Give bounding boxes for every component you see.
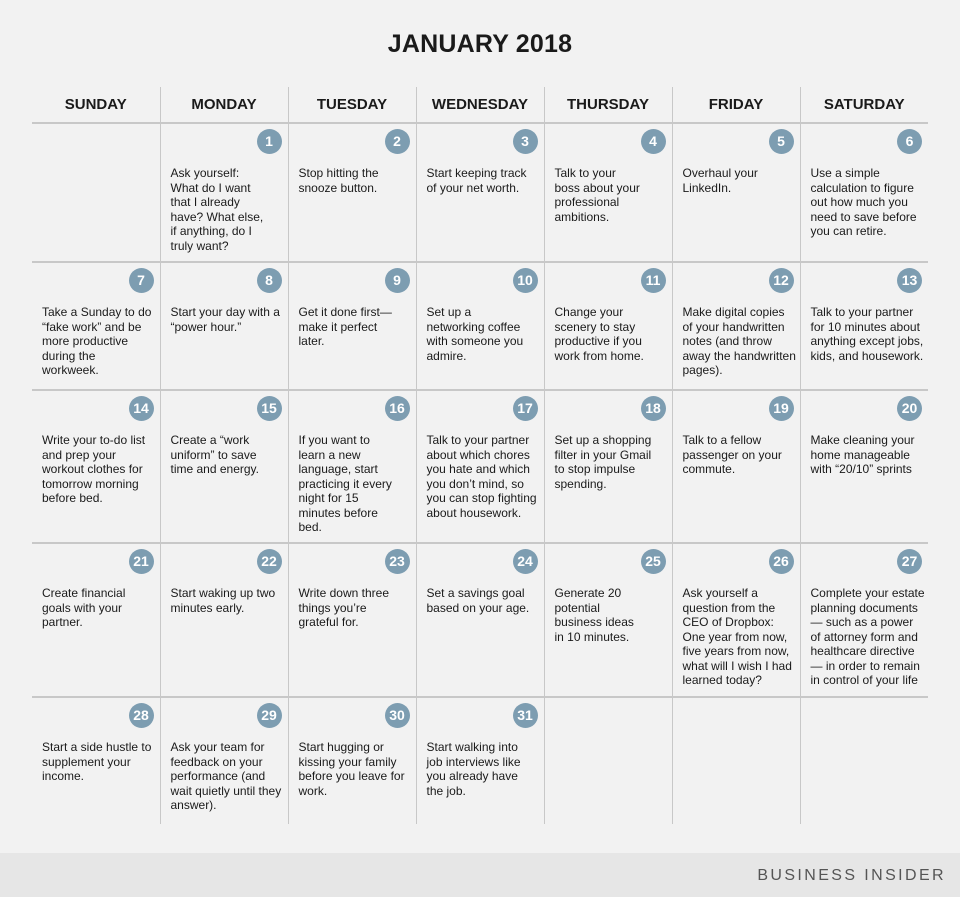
day-tip: Write down three things you’re grateful for. [298, 586, 389, 629]
day-tip: Complete your estate planning documents— such as a power of attorney form and healthcare directive— in order to remain in control of your life [810, 586, 925, 687]
week-row [32, 697, 928, 824]
day-tip: Make cleaning your home manageable with “20/10” sprints [810, 433, 915, 476]
day-number-badge: 25 [641, 549, 666, 574]
calendar-grid [32, 87, 928, 824]
day-cell [544, 262, 672, 390]
week-row [32, 543, 928, 697]
day-tip: Talk to your partner for 10 minutes about anything except jobs, kids, and housework. [810, 305, 924, 363]
weekday-thursday: THURSDAY [544, 87, 672, 123]
day-tip: Change your scenery to stay productive if you work from home. [554, 305, 644, 363]
day-cell [288, 390, 416, 543]
day-tip: Take a Sunday to do “fake work” and be more productive during the workweek. [42, 305, 152, 377]
empty-day-cell [800, 697, 928, 824]
business-insider-logo: BUSINESS INSIDER [757, 867, 946, 884]
day-cell [672, 543, 800, 697]
day-number-badge: 18 [641, 396, 666, 421]
day-cell [288, 543, 416, 697]
day-number-badge: 24 [513, 549, 538, 574]
day-number-badge: 14 [129, 396, 154, 421]
day-cell [800, 543, 928, 697]
day-number-badge: 17 [513, 396, 538, 421]
day-tip: Use a simple calculation to figure out how much you need to save before you can retire. [810, 166, 917, 238]
day-cell [800, 123, 928, 262]
day-number-badge: 27 [897, 549, 922, 574]
day-cell [32, 543, 160, 697]
day-number-badge: 1 [257, 129, 282, 154]
day-tip: Talk to your partner about which chores you hate and which you don’t mind, so you can stop fighting about housework. [426, 433, 537, 520]
day-tip: Start keeping track of your net worth. [426, 166, 527, 195]
day-tip: Create financial goals with your partner. [42, 586, 126, 629]
day-cell [416, 262, 544, 390]
day-number-badge: 26 [769, 549, 794, 574]
empty-day-cell [544, 697, 672, 824]
day-cell [160, 390, 288, 543]
weekday-sunday: SUNDAY [32, 87, 160, 123]
day-cell [416, 390, 544, 543]
day-number-badge: 13 [897, 268, 922, 293]
day-tip: Talk to your boss about your professional ambitions. [554, 166, 640, 224]
week-row [32, 390, 928, 543]
day-tip: Ask yourself a question from the CEO of Dropbox: One year from now, five years from now, what will I wish I had learned today? [682, 586, 792, 687]
day-cell [160, 543, 288, 697]
day-number-badge: 29 [257, 703, 282, 728]
day-tip: If you want to learn a new language, start practicing it every night for 15 minutes before bed. [298, 433, 392, 534]
day-tip: Ask your team for feedback on your performance (and wait quietly until they answer). [170, 740, 282, 812]
day-cell [544, 390, 672, 543]
day-number-badge: 3 [513, 129, 538, 154]
day-tip: Make digital copies of your handwritten notes (and throw away the handwritten pages). [682, 305, 796, 377]
week-row [32, 262, 928, 390]
day-number-badge: 20 [897, 396, 922, 421]
day-tip: Talk to a fellow passenger on your commute. [682, 433, 782, 476]
day-cell [800, 390, 928, 543]
day-cell [288, 697, 416, 824]
day-number-badge: 7 [129, 268, 154, 293]
day-number-badge: 9 [385, 268, 410, 293]
footer-bar [0, 853, 960, 897]
day-tip: Generate 20 potential business ideas in 10 minutes. [554, 586, 634, 644]
day-number-badge: 11 [641, 268, 666, 293]
day-cell [160, 697, 288, 824]
empty-day-cell [672, 697, 800, 824]
day-cell [288, 262, 416, 390]
day-number-badge: 8 [257, 268, 282, 293]
weekday-monday: MONDAY [160, 87, 288, 123]
day-number-badge: 28 [129, 703, 154, 728]
day-cell [32, 697, 160, 824]
day-number-badge: 22 [257, 549, 282, 574]
day-cell [672, 123, 800, 262]
day-number-badge: 21 [129, 549, 154, 574]
day-number-badge: 10 [513, 268, 538, 293]
day-cell [288, 123, 416, 262]
day-tip: Start a side hustle to supplement your income. [42, 740, 152, 783]
day-number-badge: 6 [897, 129, 922, 154]
day-cell [800, 262, 928, 390]
day-tip: Set up a networking coffee with someone you admire. [426, 305, 524, 363]
day-tip: Start waking up two minutes early. [170, 586, 276, 615]
day-cell [416, 123, 544, 262]
day-cell [672, 390, 800, 543]
day-number-badge: 19 [769, 396, 794, 421]
day-tip: Ask yourself: What do I want that I already have? What else, if anything, do I truly want? [170, 166, 264, 253]
day-tip: Stop hitting the snooze button. [298, 166, 379, 195]
day-tip: Create a “work uniform” to save time and energy. [170, 433, 259, 476]
day-tip: Overhaul your LinkedIn. [682, 166, 758, 195]
day-number-badge: 5 [769, 129, 794, 154]
day-tip: Set a savings goal based on your age. [426, 586, 530, 615]
weekday-header-row [32, 87, 928, 123]
day-number-badge: 15 [257, 396, 282, 421]
day-cell [32, 262, 160, 390]
day-cell [416, 543, 544, 697]
day-tip: Write your to-do list and prep your workout clothes for tomorrow morning before bed. [42, 433, 146, 505]
day-tip: Start walking into job interviews like you already have the job. [426, 740, 521, 798]
weekday-saturday: SATURDAY [800, 87, 928, 123]
day-number-badge: 30 [385, 703, 410, 728]
day-cell [544, 123, 672, 262]
day-cell [544, 543, 672, 697]
day-number-badge: 2 [385, 129, 410, 154]
day-cell [160, 123, 288, 262]
day-tip: Start your day with a “power hour.” [170, 305, 280, 334]
day-number-badge: 12 [769, 268, 794, 293]
day-tip: Start hugging or kissing your family before you leave for work. [298, 740, 405, 798]
weekday-wednesday: WEDNESDAY [416, 87, 544, 123]
day-cell [416, 697, 544, 824]
day-number-badge: 4 [641, 129, 666, 154]
empty-day-cell [32, 123, 160, 262]
day-number-badge: 31 [513, 703, 538, 728]
day-tip: Set up a shopping filter in your Gmail to stop impulse spending. [554, 433, 652, 491]
day-number-badge: 23 [385, 549, 410, 574]
page-title: JANUARY 2018 [387, 30, 573, 58]
week-row [32, 123, 928, 262]
day-cell [32, 390, 160, 543]
day-number-badge: 16 [385, 396, 410, 421]
day-cell [672, 262, 800, 390]
weekday-friday: FRIDAY [672, 87, 800, 123]
weekday-tuesday: TUESDAY [288, 87, 416, 123]
day-tip: Get it done first— make it perfect later. [298, 305, 392, 348]
day-cell [160, 262, 288, 390]
